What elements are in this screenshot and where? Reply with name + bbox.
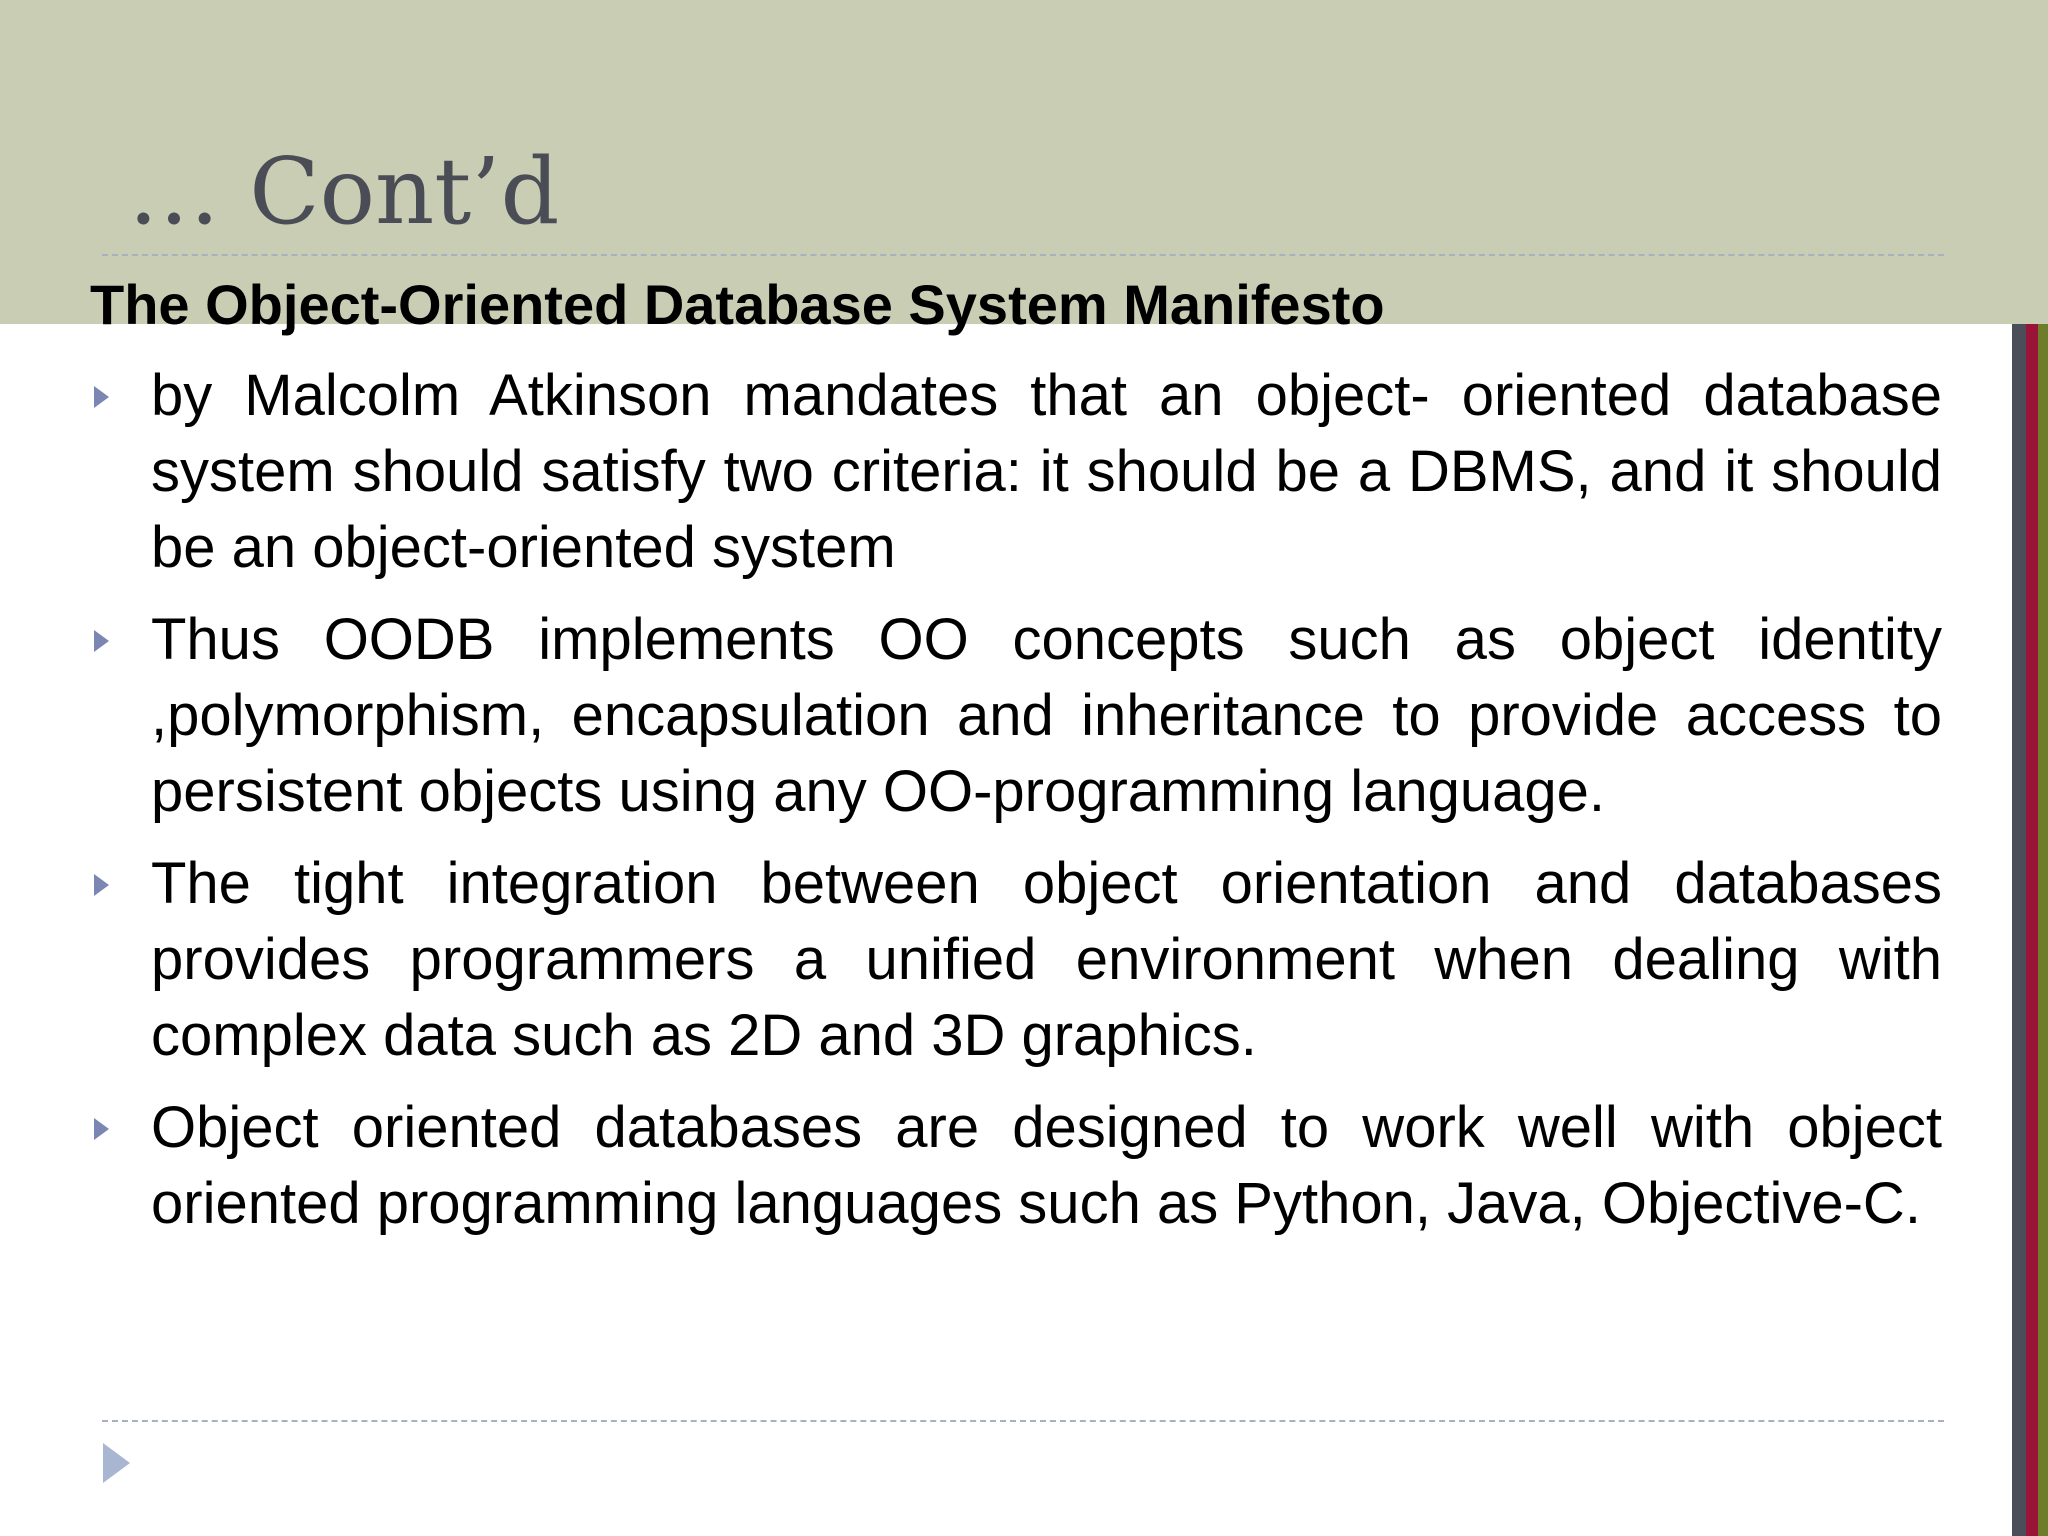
bullet-text: The tight integration between object orientation and databases provides programmers a unified environment when dealing with complex data such as 2D and 3D graphics. <box>151 851 1942 1068</box>
dark-accent-bar <box>2012 324 2026 1536</box>
footer-divider <box>102 1420 1944 1422</box>
triangle-right-icon <box>94 1118 109 1140</box>
bullet-item <box>80 846 1942 1074</box>
triangle-right-icon <box>94 630 109 652</box>
bullet-list <box>80 358 1942 1258</box>
right-accent-bars <box>2000 324 2048 1536</box>
title-divider <box>102 254 1944 256</box>
bullet-item <box>80 358 1942 586</box>
bullet-item <box>80 602 1942 830</box>
crimson-accent-bar <box>2026 324 2038 1536</box>
bullet-text: Thus OODB implements OO concepts such as object identity ,polymorphism, encapsulation and inheritance to provide access to persistent objects using any OO-programming language. <box>151 607 1942 824</box>
bullet-text: by Malcolm Atkinson mandates that an object- oriented database system should satisfy two criteria: it should be a DBMS, and it should be an object-oriented system <box>151 363 1942 580</box>
bullet-text: Object oriented databases are designed to work well with object oriented programming languages such as Python, Java, Objective-C. <box>151 1095 1942 1236</box>
slide-title: … Cont’d <box>128 138 560 245</box>
bullet-item <box>80 1090 1942 1242</box>
triangle-right-icon <box>94 874 109 896</box>
olive-accent-bar <box>2038 324 2048 1536</box>
bar-spacer <box>2000 324 2012 1536</box>
triangle-right-icon <box>94 386 109 408</box>
play-arrow-icon <box>103 1443 130 1483</box>
slide-subtitle: The Object-Oriented Database System Manifesto <box>90 273 1385 336</box>
